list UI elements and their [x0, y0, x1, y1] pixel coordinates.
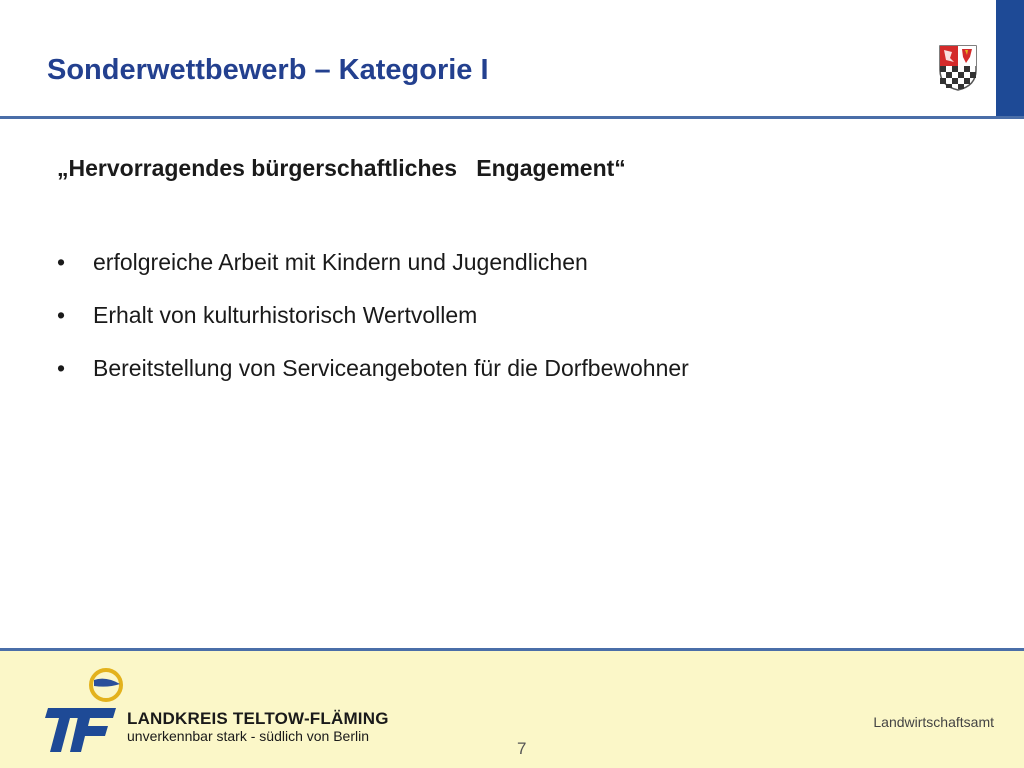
tf-logo-icon: [44, 660, 126, 754]
slide-title: Sonderwettbewerb – Kategorie I: [47, 54, 489, 86]
bullet-text: Erhalt von kulturhistorisch Wertvollem: [93, 302, 478, 328]
slide-footer: [0, 648, 1024, 768]
district-tagline: unverkennbar stark - südlich von Berlin: [127, 728, 370, 744]
coat-of-arms-icon: [938, 44, 978, 92]
slide-subtitle: „Hervorragendes bürgerschaftliches Engagement“: [57, 155, 626, 181]
bullet-text: Bereitstellung von Serviceangeboten für die Dorfbewohner: [93, 355, 689, 381]
list-item: [57, 302, 689, 355]
district-name: LANDKREIS TELTOW-FLÄMING: [127, 709, 389, 728]
header-divider: [0, 116, 1024, 119]
slide-header: [0, 0, 1024, 118]
header-accent-stripe: [996, 0, 1024, 118]
list-item: [57, 355, 689, 408]
bullet-dot: •: [57, 302, 66, 328]
bullet-dot: •: [57, 355, 66, 381]
bullet-text: erfolgreiche Arbeit mit Kindern und Jugendlichen: [93, 249, 588, 275]
bullet-dot: •: [57, 249, 66, 275]
page-number: 7: [517, 739, 527, 758]
list-item: [57, 249, 689, 302]
bullet-list: [57, 249, 689, 408]
department-label: Landwirtschaftsamt: [873, 714, 994, 730]
footer-divider: [0, 648, 1024, 651]
